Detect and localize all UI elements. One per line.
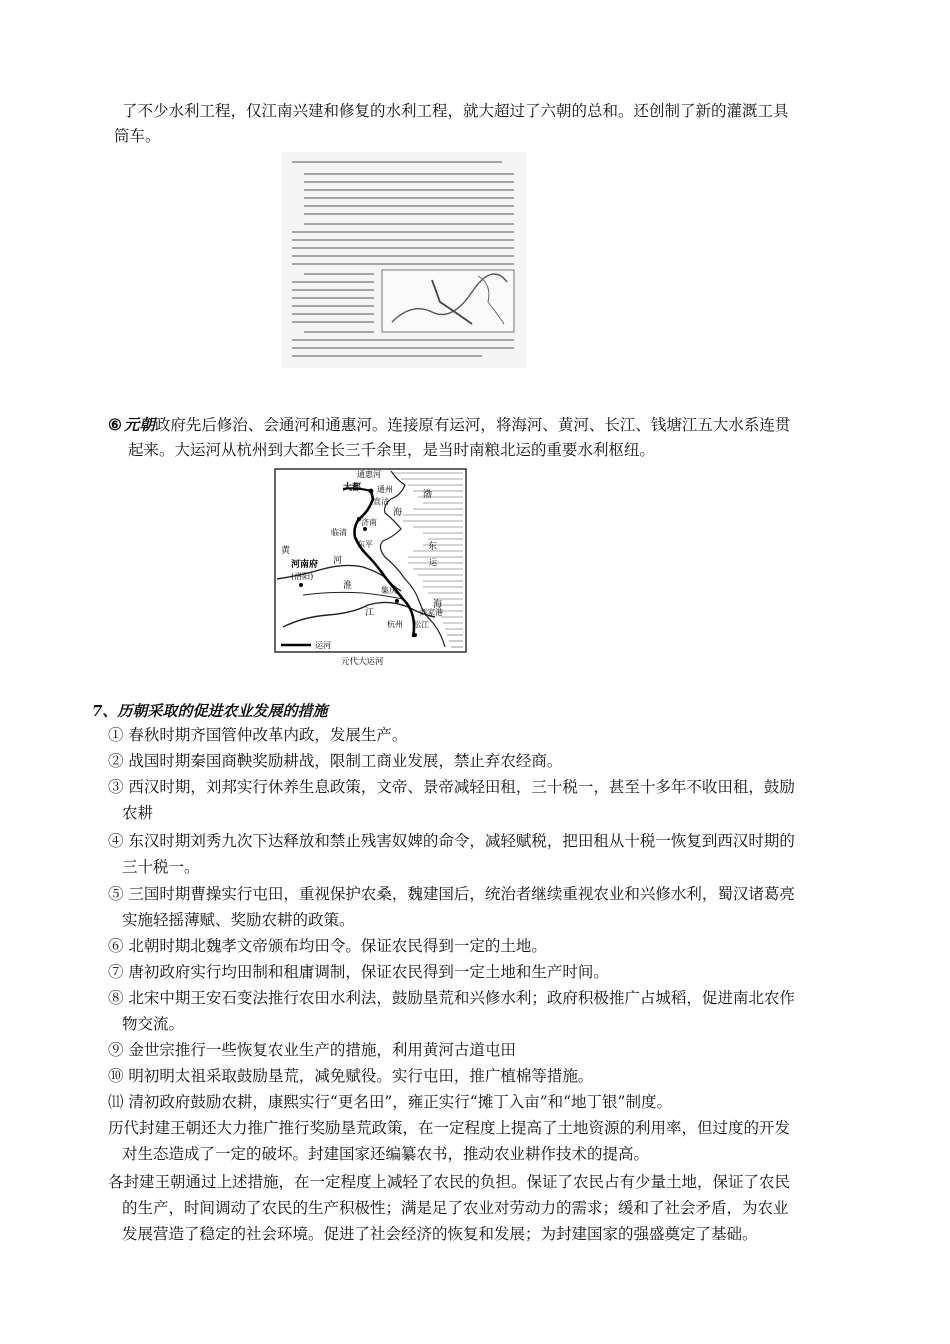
section-heading: 7、历朝采取的促进农业发展的措施 xyxy=(92,702,328,720)
item-number-marker: ⑥ xyxy=(108,415,122,434)
label-zhigu: 直沽 xyxy=(373,497,389,506)
city-dot-henanfu xyxy=(299,583,303,587)
paragraph-2-line-3: 发展营造了稳定的社会环境。促进了社会经济的恢复和发展；为封建国家的强盛奠定了基础。 xyxy=(122,1225,758,1243)
city-dot-dongping xyxy=(363,527,367,531)
city-dot-hangzhou xyxy=(413,633,417,637)
measure-item-5: ⑤ 三国时期曹操实行屯田，重视保护农桑，魏建国后，统治者继续重视农业和兴修水利，蜀汉诸葛亮 xyxy=(108,885,795,903)
measure-item-8: ⑧ 北宋中期王安石变法推行农田水利法，鼓励垦荒和兴修水利；政府积极推广占城稻，促进南北农作 xyxy=(108,989,795,1007)
label-tonghui: 通惠河 xyxy=(357,470,381,479)
textbook-page-scan-graphic xyxy=(282,152,526,368)
dynasty-name: 元朝 xyxy=(123,415,155,434)
measure-item-6: ⑥ 北朝时期北魏孝文帝颁布均田令。保证农民得到一定的土地。 xyxy=(108,937,547,955)
label-dong: 东 xyxy=(428,542,438,552)
legend-canal-label: 运河 xyxy=(315,641,331,650)
paragraph-2-line-2: 的生产，时间调动了农民的生产积极性；满是足了农业对劳动力的需求；缓和了社会矛盾，为农业 xyxy=(122,1199,789,1217)
label-jiqing: 集庆 xyxy=(381,586,397,595)
label-dadu: 大都 xyxy=(343,483,362,493)
measure-item-9: ⑨ 金世宗推行一些恢复农业生产的措施，利用黄河古道屯田 xyxy=(108,1041,516,1059)
label-hangzhou: 杭州 xyxy=(387,620,403,629)
measure-item-11: ⑾ 清初政府鼓励农耕，康熙实行“更名田”，雍正实行“摊丁入亩”和“地丁银”制度。 xyxy=(108,1093,672,1111)
map-caption: 元代大运河 xyxy=(341,657,384,667)
yuan-grand-canal-map xyxy=(273,467,468,667)
label-hai-1: 海 xyxy=(393,508,403,518)
city-dot-jiqing xyxy=(395,599,399,603)
label-he: 河 xyxy=(333,556,343,566)
measure-item-7: ⑦ 唐初政府实行均田制和租庸调制，保证农民得到一定土地和生产时间。 xyxy=(108,963,609,981)
label-henanfu: 河南府 xyxy=(291,560,319,570)
label-huai: 淮 xyxy=(343,581,353,591)
measure-item-1: ① 春秋时期齐国管仲改革内政，发展生产。 xyxy=(108,726,408,744)
label-songjiang: 松江 xyxy=(413,620,429,629)
measure-item-10: ⑩ 明初明太祖采取鼓励垦荒，减免赋役。实行屯田，推广植棉等措施。 xyxy=(108,1067,594,1085)
city-dot-dadu xyxy=(369,489,374,494)
paragraph-1-line-2: 对生态造成了一定的破坏。封建国家还编纂农书，推动农业耕作技术的提高。 xyxy=(122,1145,650,1163)
label-jinan: 济南 xyxy=(361,518,377,527)
measure-item-2: ② 战国时期秦国商鞅奖励耕战，限制工商业发展，禁止弃农经商。 xyxy=(108,752,563,770)
yuan-paragraph-line-1 xyxy=(108,413,790,437)
measure-item-3: ③ 西汉时期，刘邦实行休养生息政策，文帝、景帝减轻田租，三十税一，甚至十多年不收田租，鼓励 xyxy=(108,778,795,796)
label-linqing: 临清 xyxy=(331,528,347,537)
measure-item-5-cont: 实施轻摇薄赋、奖励农耕的政策。 xyxy=(122,911,355,929)
label-liujia: 刘家港 xyxy=(419,608,443,617)
label-huang: 黄 xyxy=(281,546,291,556)
measure-item-8-cont: 物交流。 xyxy=(122,1015,185,1033)
paragraph-1-line-1: 历代封建王朝还大力推广推行奖励垦荒政策，在一定程度上提高了土地资源的利用率，但过度的开发 xyxy=(108,1119,791,1137)
intro-line-2: 筒车。 xyxy=(114,127,161,145)
paragraph-2-line-1: 各封建王朝通过上述措施，在一定程度上减轻了农民的负担。保证了农民占有少量土地，保证了农民 xyxy=(108,1173,791,1191)
yuan-paragraph-line-2: 起来。大运河从杭州到大都全长三千余里，是当时南粮北运的重要水利枢纽。 xyxy=(128,441,656,459)
measure-item-4-cont: 三十税一。 xyxy=(122,858,200,876)
label-yun: 运 xyxy=(429,558,437,567)
intro-line-1: 了不少水利工程，仅江南兴建和修复的水利工程，就大超过了六朝的总和。还创制了新的灌溉工具 xyxy=(122,102,789,120)
label-luoyang: (洛阳) xyxy=(291,572,314,581)
label-bo: 渤 xyxy=(423,490,433,500)
label-jiang: 江 xyxy=(365,608,375,618)
textbook-page-scan xyxy=(282,152,526,368)
measure-item-4: ④ 东汉时期刘秀九次下达释放和禁止残害奴婢的命令，减轻赋税，把田租从十税一恢复到西汉时期的 xyxy=(108,832,795,850)
label-hai-2: 海 xyxy=(433,600,443,610)
yuan-text: 政府先后修治、会通河和通惠河。连接原有运河，将海河、黄河、长江、钱塘江五大水系连贯 xyxy=(154,416,791,434)
measure-item-3-cont: 农耕 xyxy=(122,804,154,822)
label-dongping: 东平 xyxy=(357,540,373,549)
label-tongzhou: 通州 xyxy=(377,485,393,494)
map-graphic xyxy=(273,467,468,667)
